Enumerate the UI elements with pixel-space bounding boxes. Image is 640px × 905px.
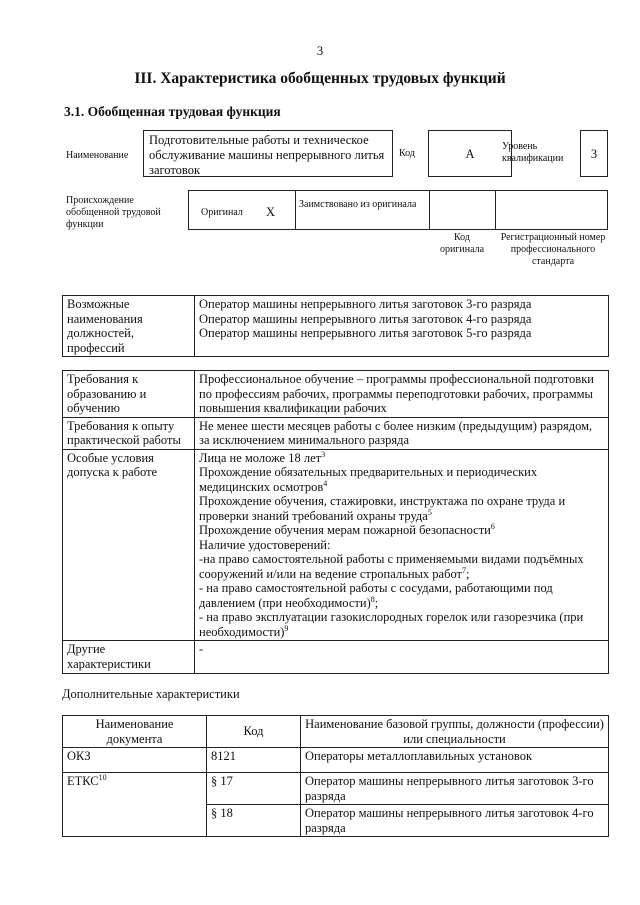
admission-value — [195, 449, 609, 641]
admission-fire: Прохождение обучения мерам пожарной безопасности$^6$ — [199, 521, 495, 537]
education-value: Профессиональное обучение – программы профессиональной подготовки по профессиям рабочих, программы переподготовки рабочих, программы повышения квалификации рабочих — [195, 371, 609, 418]
level-label: Уровень квалификации — [502, 141, 564, 164]
etks-name-17: Оператор машины непрерывного литья заготовок 3-го разряда — [301, 773, 609, 805]
header-doc: Наименование документа — [63, 716, 207, 748]
positions-row — [63, 296, 609, 357]
experience-label: Требования к опыту практической работы — [63, 417, 195, 449]
code-box — [428, 130, 512, 177]
additional-title: Дополнительные характеристики — [62, 687, 240, 701]
admission-row — [63, 449, 609, 641]
requirements-table — [62, 370, 609, 674]
page-number: 3 — [316, 44, 324, 58]
header-name: Наименование базовой группы, должности (профессии) или специальности — [301, 716, 609, 748]
education-label: Требования к образованию и обучению — [63, 371, 195, 418]
subsection-title: 3.1. Обобщенная трудовая функция — [64, 104, 281, 119]
code-value: А — [465, 147, 475, 161]
experience-value: Не менее шести месяцев работы с более низким (предыдущим) разрядом, за исключением минимального разряда — [195, 417, 609, 449]
etks-name-18: Оператор машины непрерывного литья заготовок 4-го разряда — [301, 805, 609, 837]
code-original-caption: Код оригинала — [439, 232, 485, 255]
education-row — [63, 371, 609, 418]
admission-age: Лица не моложе 18 лет$^3$ — [199, 449, 326, 465]
name-label: Наименование — [66, 150, 129, 161]
original-mark: X — [266, 205, 276, 219]
function-name-box — [143, 130, 393, 177]
admission-pressure: - на право самостоятельной работы с сосудами, работающими под давлением (при необходимости)$^8$; — [199, 581, 553, 610]
etks-doc: ЕТКС$^{10}$ — [63, 773, 207, 837]
borrowed-label: Заимствовано из оригинала — [299, 199, 417, 210]
table-row — [63, 748, 609, 773]
experience-row — [63, 417, 609, 449]
section-title: III. Характеристика обобщенных трудовых функций — [134, 70, 506, 87]
admission-certs: Наличие удостоверений: — [199, 537, 331, 552]
etks-code-18: § 18 — [207, 805, 301, 837]
etks-code-17: § 17 — [207, 773, 301, 805]
okz-code: 8121 — [207, 748, 301, 773]
header-code: Код — [207, 716, 301, 748]
function-name-value: Подготовительные работы и техническое обслуживание машины непрерывного литья заготовок — [149, 133, 385, 177]
original-label: Оригинал — [201, 207, 243, 218]
additional-header-row — [63, 716, 609, 748]
other-value: - — [195, 641, 609, 674]
positions-list — [195, 296, 609, 357]
code-label: Код — [399, 148, 415, 159]
level-box — [580, 130, 608, 177]
reg-number-caption: Регистрационный номер профессионального стандарта — [500, 232, 606, 267]
admission-medical: Прохождение обязательных предварительных и периодических медицинских осмотров$^4$ — [199, 465, 538, 494]
positions-table — [62, 295, 609, 357]
position-item: Оператор машины непрерывного литья заготовок 4-го разряда — [199, 311, 532, 326]
okz-doc: ОКЗ — [63, 748, 207, 773]
additional-table — [62, 715, 609, 837]
admission-gas: - на право эксплуатации газокислородных горелок или газорезчика (при необходимости)$^9$ — [199, 610, 584, 639]
origin-label: Происхождение обобщенной трудовой функции — [66, 195, 161, 230]
level-value: 3 — [590, 147, 598, 161]
admission-lifting: -на право самостоятельной работы с применяемыми видами подъёмных сооружений и/или на ведение стропальных работ$^7$; — [199, 552, 584, 581]
okz-name: Операторы металлоплавильных установок — [301, 748, 609, 773]
table-row — [63, 773, 609, 805]
positions-label: Возможные наименования должностей, профессий — [63, 296, 195, 357]
position-item: Оператор машины непрерывного литья заготовок 3-го разряда — [199, 297, 532, 311]
other-label: Другие характеристики — [63, 641, 195, 674]
position-item: Оператор машины непрерывного литья заготовок 5-го разряда — [199, 326, 532, 340]
admission-safety: Прохождение обучения, стажировки, инструктажа по охране труда и проверки знаний требований охраны труда$^5$ — [199, 494, 566, 523]
other-row — [63, 641, 609, 674]
admission-label: Особые условия допуска к работе — [63, 449, 195, 641]
